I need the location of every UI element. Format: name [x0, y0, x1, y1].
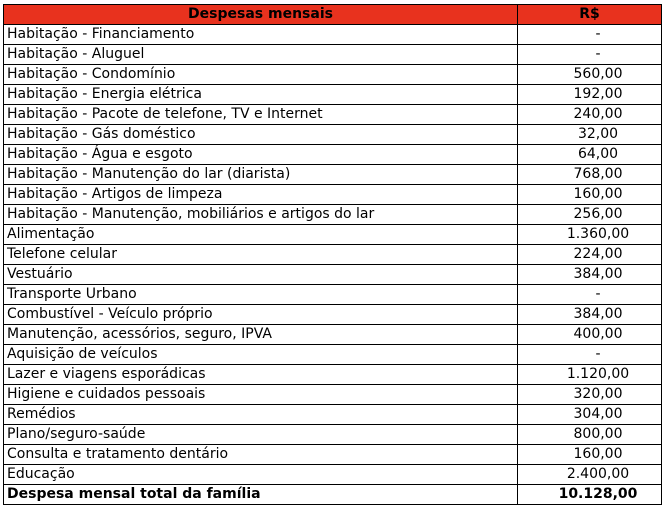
expense-value: 240,00	[518, 105, 662, 125]
expense-label: Habitação - Manutenção, mobiliários e artigos do lar	[4, 205, 518, 225]
table-row	[4, 285, 662, 305]
table-row	[4, 405, 662, 425]
expense-value: 64,00	[518, 145, 662, 165]
expense-label: Aquisição de veículos	[4, 345, 518, 365]
table-row	[4, 425, 662, 445]
header-row	[4, 5, 662, 25]
expense-label: Manutenção, acessórios, seguro, IPVA	[4, 325, 518, 345]
table-row	[4, 305, 662, 325]
expense-label: Habitação - Água e esgoto	[4, 145, 518, 165]
table-row	[4, 165, 662, 185]
expense-value: 1.120,00	[518, 365, 662, 385]
expense-value: 560,00	[518, 65, 662, 85]
column-header-description: Despesas mensais	[4, 5, 518, 25]
total-label: Despesa mensal total da família	[4, 485, 518, 505]
expense-value: 304,00	[518, 405, 662, 425]
expense-value: 400,00	[518, 325, 662, 345]
table-row	[4, 25, 662, 45]
expense-value: 320,00	[518, 385, 662, 405]
expense-value: -	[518, 345, 662, 365]
expense-label: Habitação - Condomínio	[4, 65, 518, 85]
table-row	[4, 265, 662, 285]
expense-value: 160,00	[518, 185, 662, 205]
expense-label: Remédios	[4, 405, 518, 425]
expense-label: Consulta e tratamento dentário	[4, 445, 518, 465]
expense-value: 256,00	[518, 205, 662, 225]
table-row	[4, 205, 662, 225]
table-row	[4, 145, 662, 165]
expense-value: -	[518, 25, 662, 45]
expense-value: 192,00	[518, 85, 662, 105]
table-row	[4, 105, 662, 125]
expense-value: 800,00	[518, 425, 662, 445]
total-row	[4, 485, 662, 505]
table-row	[4, 385, 662, 405]
expense-rows	[4, 25, 662, 505]
table-row	[4, 325, 662, 345]
table-row	[4, 185, 662, 205]
expense-label: Habitação - Manutenção do lar (diarista)	[4, 165, 518, 185]
table-row	[4, 345, 662, 365]
table-row	[4, 365, 662, 385]
table-row	[4, 125, 662, 145]
expense-label: Habitação - Financiamento	[4, 25, 518, 45]
total-value: 10.128,00	[518, 485, 662, 505]
expense-value: 768,00	[518, 165, 662, 185]
expense-value: -	[518, 45, 662, 65]
table-row	[4, 445, 662, 465]
expense-value: 32,00	[518, 125, 662, 145]
expense-label: Vestuário	[4, 265, 518, 285]
expense-value: 224,00	[518, 245, 662, 265]
expense-label: Combustível - Veículo próprio	[4, 305, 518, 325]
table-row	[4, 465, 662, 485]
expense-label: Habitação - Energia elétrica	[4, 85, 518, 105]
expense-label: Habitação - Gás doméstico	[4, 125, 518, 145]
table-row	[4, 225, 662, 245]
expense-label: Plano/seguro-saúde	[4, 425, 518, 445]
expense-label: Habitação - Artigos de limpeza	[4, 185, 518, 205]
expense-label: Telefone celular	[4, 245, 518, 265]
expense-value: 160,00	[518, 445, 662, 465]
expense-label: Alimentação	[4, 225, 518, 245]
expense-label: Habitação - Pacote de telefone, TV e Internet	[4, 105, 518, 125]
expenses-table	[3, 4, 662, 505]
table-row	[4, 65, 662, 85]
expense-value: -	[518, 285, 662, 305]
expense-label: Educação	[4, 465, 518, 485]
expense-value: 2.400,00	[518, 465, 662, 485]
expense-label: Lazer e viagens esporádicas	[4, 365, 518, 385]
expense-label: Transporte Urbano	[4, 285, 518, 305]
table-row	[4, 45, 662, 65]
expense-label: Habitação - Aluguel	[4, 45, 518, 65]
table-row	[4, 245, 662, 265]
expense-value: 1.360,00	[518, 225, 662, 245]
expense-value: 384,00	[518, 265, 662, 285]
table-row	[4, 85, 662, 105]
column-header-value: R$	[518, 5, 662, 25]
expense-value: 384,00	[518, 305, 662, 325]
expense-label: Higiene e cuidados pessoais	[4, 385, 518, 405]
